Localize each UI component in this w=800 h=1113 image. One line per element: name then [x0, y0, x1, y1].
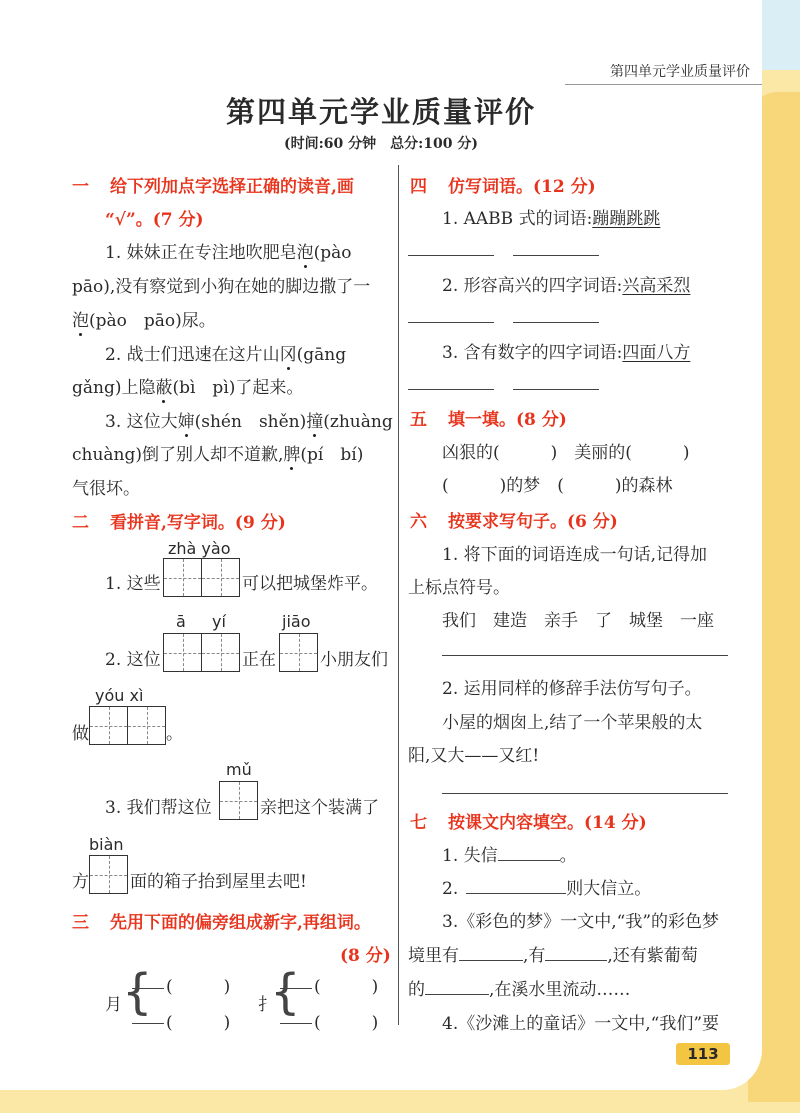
s4-q2 [442, 271, 690, 296]
char-cell[interactable] [164, 559, 202, 596]
s7-q1-text: 1. 失信 [442, 846, 498, 866]
s2-q2-text2: 正在 [242, 650, 276, 670]
answer-line[interactable] [408, 389, 494, 390]
answer-blank: ( ) [166, 1013, 231, 1033]
s4-q1-example: 蹦蹦跳跳 [592, 209, 661, 229]
s2-q2-char-grid1[interactable] [163, 633, 240, 672]
s2-q2-text5: 。 [166, 724, 183, 744]
s1-q1-line2: pāo),没有察觉到小狗在她的脚边撒了一 [72, 277, 371, 297]
char-cell[interactable] [202, 634, 239, 671]
dotted-char: 撞 [306, 412, 324, 432]
answer-line[interactable] [442, 655, 728, 656]
s6-word-list: 我们 建造 亲手 了 城堡 一座 [442, 611, 714, 631]
section-1-title-line1: 给下列加点字选择正确的读音,画 [110, 177, 354, 197]
section-4-number: 四 [410, 177, 427, 197]
s7-q2 [442, 874, 651, 899]
answer-line[interactable] [498, 846, 560, 861]
section-1-number: 一 [72, 177, 89, 197]
s1-q2-line1 [105, 340, 346, 365]
section-5-number: 五 [410, 410, 427, 430]
s6-example-line2: 阳,又大——又红! [408, 746, 540, 766]
s2-q2-char-grid2[interactable] [279, 633, 318, 672]
s1-q3-pinyin1: (shén shěn) [194, 412, 307, 432]
answer-line[interactable] [280, 988, 312, 989]
s2-q2-pinyin1: ā [176, 612, 186, 631]
s1-q3-line2 [72, 440, 363, 465]
s2-q2-char-grid3[interactable] [89, 706, 166, 745]
s7-q3-text4: 的 [408, 980, 425, 1000]
s2-q2-pinyin3: jiāo [282, 612, 311, 631]
s2-q3-text: 3. 我们帮这位 [105, 798, 212, 818]
answer-line[interactable] [280, 1023, 312, 1024]
s6-q2: 2. 运用同样的修辞手法仿写句子。 [442, 679, 702, 699]
s4-q1 [442, 204, 660, 229]
answer-line[interactable] [425, 980, 489, 995]
s2-q3-char-grid[interactable] [219, 781, 258, 820]
section-3-title: 先用下面的偏旁组成新字,再组词。 [110, 913, 371, 933]
section-2-number: 二 [72, 513, 89, 533]
s2-q2-text: 2. 这位 [105, 650, 161, 670]
section-3-score: (8 分) [340, 946, 391, 966]
s1-q1-line1 [105, 238, 352, 263]
s1-q1-pinyin: (pào [313, 243, 352, 263]
s7-q1 [442, 841, 577, 866]
answer-line[interactable] [408, 255, 494, 256]
s1-q1-text: 1. 妹妹正在专注地吹肥皂 [105, 243, 297, 263]
s2-q2-text4: 做 [72, 724, 89, 744]
s7-q2-num: 2. [442, 879, 459, 899]
s2-q2-text3: 小朋友们 [320, 650, 388, 670]
section-3-heading [72, 908, 371, 933]
page-subtitle: (时间:60 分钟 总分:100 分) [283, 136, 479, 152]
section-4-title: 仿写词语。(12 分) [448, 177, 596, 197]
s5-line1: 凶狠的( ) 美丽的( ) [442, 443, 690, 463]
section-7-heading [410, 808, 647, 833]
answer-line[interactable] [545, 946, 607, 961]
char-cell[interactable] [280, 634, 317, 671]
section-1-heading [72, 172, 354, 197]
s2-q1-char-grid[interactable] [163, 558, 240, 597]
s2-q2-pinyin4: yóu xì [95, 686, 144, 705]
s2-q3-pinyin: mǔ [226, 760, 252, 779]
char-cell[interactable] [90, 707, 128, 744]
answer-line[interactable] [459, 946, 523, 961]
s7-q4: 4.《沙滩上的童话》一文中,“我们”要 [442, 1014, 720, 1034]
s1-q1-options: (pào pāo)尿。 [89, 311, 216, 331]
s1-q3-text2: chuàng)倒了别人却不道歉, [72, 445, 284, 465]
s2-q3-text3: 方 [72, 872, 89, 892]
s2-q2-pinyin2: yí [212, 612, 226, 631]
section-6-number: 六 [410, 512, 427, 532]
section-6-title: 按要求写句子。(6 分) [448, 512, 618, 532]
s4-q1-text: 1. AABB 式的词语: [442, 209, 593, 229]
answer-line[interactable] [442, 793, 728, 794]
s6-q1-line2: 上标点符号。 [408, 578, 510, 598]
section-1-title-line2: “√”。(7 分) [105, 210, 204, 230]
answer-blank: ( ) [314, 977, 379, 997]
answer-line[interactable] [132, 1023, 164, 1024]
s7-q3-text2: ,有 [523, 946, 546, 966]
char-cell[interactable] [164, 634, 202, 671]
s7-q2-text: 则大信立。 [566, 879, 652, 899]
s7-q3-line3 [408, 975, 630, 1000]
s2-q1-text: 1. 这些 [105, 574, 161, 594]
answer-blank: ( ) [166, 977, 231, 997]
radical-2: 扌 [258, 995, 275, 1015]
s1-q2-text2: gǎng)上隐 [72, 378, 156, 398]
s1-q2-text: 2. 战士们迅速在这片山 [105, 345, 280, 365]
s2-q1-pinyin: zhà yào [168, 539, 231, 558]
s1-q3-line1 [105, 407, 393, 432]
section-7-title: 按课文内容填空。(14 分) [448, 813, 647, 833]
dotted-char: 婶 [177, 412, 195, 432]
s1-q3-pinyin2: (zhuàng [323, 412, 393, 432]
s2-q3-text2: 亲把这个装满了 [260, 798, 379, 818]
section-5-title: 填一填。(8 分) [448, 410, 567, 430]
answer-line[interactable] [408, 322, 494, 323]
page-number: 113 [676, 1043, 730, 1065]
section-5-heading [410, 405, 567, 430]
dotted-char: 冈 [279, 345, 297, 365]
s7-q1-end: 。 [559, 846, 577, 866]
char-cell[interactable] [220, 782, 257, 819]
s2-q3-char-grid2[interactable] [89, 855, 128, 894]
radical-1: 月 [105, 995, 122, 1015]
section-3-number: 三 [72, 913, 89, 933]
s4-q3 [442, 338, 690, 363]
answer-line[interactable] [132, 988, 164, 989]
char-cell[interactable] [90, 856, 127, 893]
s1-q2-pinyin: (gāng [296, 345, 347, 365]
s7-q3-line2 [408, 941, 698, 966]
s7-q3-text3: ,还有紫葡萄 [607, 946, 698, 966]
s1-q3-text: 3. 这位大 [105, 412, 178, 432]
s2-q1-text2: 可以把城堡炸平。 [242, 574, 378, 594]
s1-q3-pinyin3: (pí bí) [300, 445, 364, 465]
s7-q3-text5: ,在溪水里流动…… [489, 980, 631, 1000]
brace-2: { [270, 964, 301, 1020]
s1-q2-line2 [72, 373, 303, 398]
char-cell[interactable] [202, 559, 239, 596]
s4-q2-text: 2. 形容高兴的四字词语: [442, 276, 623, 296]
s4-q3-text: 3. 含有数字的四字词语: [442, 343, 623, 363]
section-4-heading [410, 172, 596, 197]
s5-line2: ( )的梦 ( )的森林 [442, 476, 673, 496]
dotted-char: 脾 [283, 445, 301, 465]
section-2-title: 看拼音,写字词。(9 分) [110, 513, 286, 533]
char-cell[interactable] [128, 707, 165, 744]
answer-line[interactable] [513, 255, 599, 256]
column-divider [398, 165, 399, 1025]
running-header-text: 第四单元学业质量评价 [610, 64, 750, 80]
dotted-char: 泡 [72, 311, 89, 331]
page-title: 第四单元学业质量评价 [225, 95, 536, 129]
s1-q3-line3: 气很坏。 [72, 479, 140, 499]
answer-blank: ( ) [314, 1013, 379, 1033]
section-7-number: 七 [410, 813, 427, 833]
section-2-heading [72, 508, 286, 533]
answer-line[interactable] [466, 879, 566, 894]
section-6-heading [410, 507, 618, 532]
dotted-char: 泡 [296, 243, 314, 263]
brace-1: { [122, 964, 153, 1020]
s6-example-line1: 小屋的烟囱上,结了一个苹果般的太 [442, 713, 703, 733]
s2-q3-pinyin2: biàn [89, 835, 124, 854]
answer-line[interactable] [513, 389, 599, 390]
s2-q3-text4: 面的箱子抬到屋里去吧! [130, 872, 307, 892]
s6-q1-line1: 1. 将下面的词语连成一句话,记得加 [442, 545, 708, 565]
dotted-char: 蔽 [155, 378, 173, 398]
s4-q3-example: 四面八方 [622, 343, 691, 363]
running-header [565, 58, 762, 85]
s4-q2-example: 兴高采烈 [622, 276, 691, 296]
s7-q3-text: 境里有 [408, 946, 459, 966]
s1-q1-line3 [72, 306, 216, 331]
s1-q2-options: (bì pì)了起来。 [172, 378, 304, 398]
s7-q3-line1: 3.《彩色的梦》一文中,“我”的彩色梦 [442, 912, 720, 932]
answer-line[interactable] [513, 322, 599, 323]
